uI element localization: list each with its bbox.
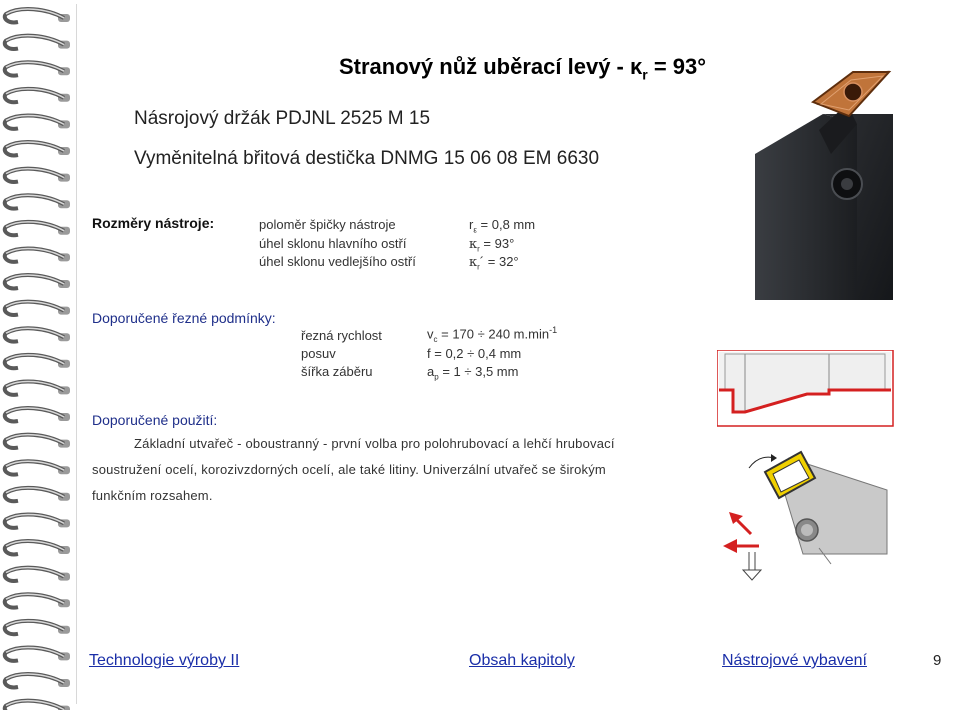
spiral-ring [5,62,70,75]
footer-link-obsah-kapitoly[interactable]: Obsah kapitoly [469,652,575,669]
footer-link-technologie[interactable]: Technologie výroby II [89,652,240,669]
machined-profile-diagram [717,350,897,430]
spiral-ring [5,115,70,128]
usage-heading: Doporučené použití: [92,412,218,428]
spiral-ring [5,488,70,501]
dimension-label-main-angle: úhel sklonu hlavního ostří [259,236,407,251]
usage-line-2: soustružení ocelí, korozivzdorných ocelí, ale také litiny. Univerzální utvařeč se širokým [92,462,606,477]
spiral-ring [5,142,70,155]
spiral-ring [5,355,70,368]
condition-value-depth: $a_p = 1 \div 3,5$ mm [427,364,519,382]
spiral-ring [5,222,70,235]
spiral-ring [5,195,70,208]
turning-operation-diagram [709,444,899,584]
spiral-ring [5,169,70,182]
spiral-binding [0,0,76,710]
page [76,4,955,704]
conditions-heading: Doporučené řezné podmínky: [92,310,276,326]
spiral-ring [5,541,70,554]
spiral-ring [5,647,70,660]
dimension-value-nose-radius: $r_\varepsilon = 0,8$ mm [469,217,536,235]
condition-value-cutting-speed: $v_c = 170 \div 240$ $m.\min^{-1}$ [427,325,558,344]
spiral-ring [5,381,70,394]
spiral-ring [5,9,70,22]
condition-label-cutting-speed: řezná rychlost [301,328,382,343]
usage-line-1: Základní utvařeč - oboustranný - první volba pro polohrubovací a lehčí hrubovací [134,436,615,451]
footer-link-nastrojove-vybaveni[interactable]: Nástrojové vybavení [722,652,867,669]
spiral-ring [5,461,70,474]
condition-value-feed: f = 0,2 ÷ 0,4 mm [427,346,522,361]
spiral-ring [5,701,70,710]
spiral-ring [5,36,70,49]
spiral-ring [5,275,70,288]
dimensions-heading: Rozměry nástroje: [92,215,215,231]
dimension-value-main-angle: $\kappa_r = 93^\circ$ [469,236,515,254]
page-title: Stranový nůž uběrací levý - $\kappa_r = 93^\circ$ [339,54,707,83]
spiral-ring [5,248,70,261]
dimension-label-nose-radius: poloměr špičky nástroje [259,217,396,232]
condition-label-depth: šířka záběru [301,364,373,379]
spiral-ring [5,514,70,527]
spiral-ring [5,328,70,341]
dimension-label-minor-angle: úhel sklonu vedlejšího ostří [259,254,416,269]
spiral-ring [5,408,70,421]
spiral-binding-graphic [0,0,76,710]
insert-designation: Vyměnitelná břitová destička DNMG 15 06 08 EM 6630 [134,148,600,169]
usage-line-3: funkčním rozsahem. [92,488,213,503]
spiral-ring [5,594,70,607]
spiral-ring [5,89,70,102]
page-number: 9 [933,652,942,669]
tool-holder-photo [753,64,953,300]
spiral-ring [5,568,70,581]
condition-label-feed: posuv [301,346,336,361]
spiral-ring [5,621,70,634]
spiral-ring [5,435,70,448]
holder-designation: Násrojový držák PDJNL 2525 M 15 [134,108,431,129]
spiral-ring [5,302,70,315]
spiral-ring [5,674,70,687]
dimension-value-minor-angle: $\kappa_r´ = 32^\circ$ [469,254,519,272]
